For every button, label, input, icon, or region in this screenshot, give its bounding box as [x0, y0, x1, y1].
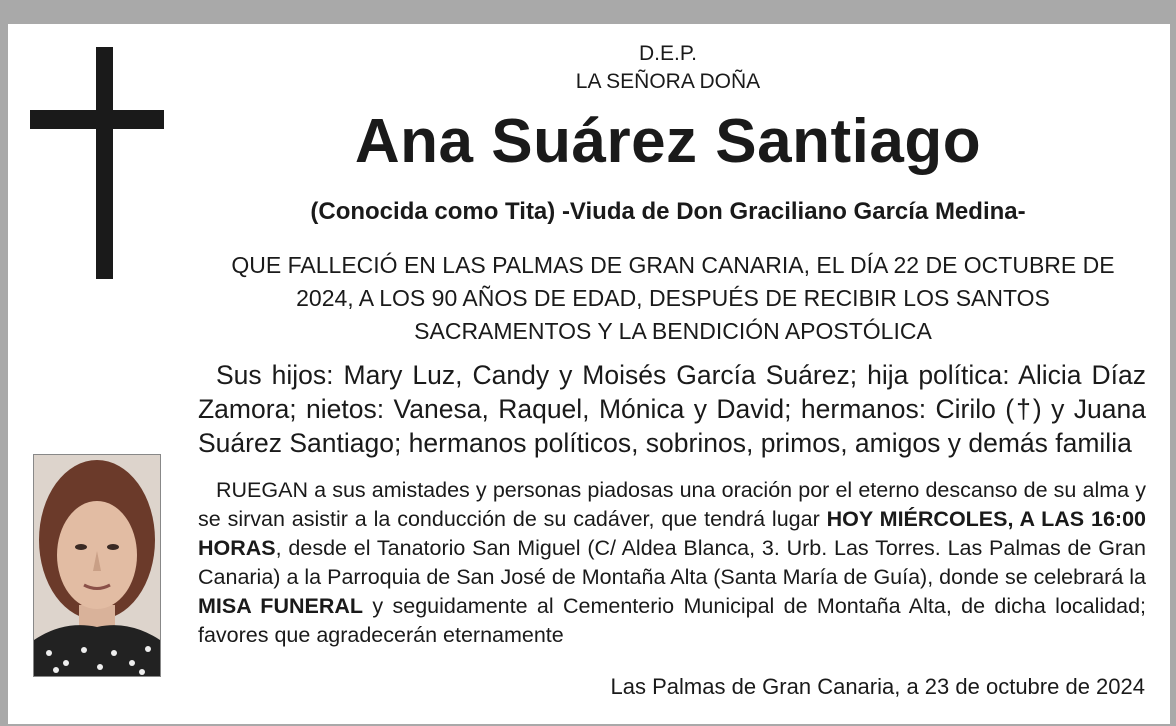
alias-line: (Conocida como Tita) -Viuda de Don Graciliano García Medina- — [310, 198, 1026, 225]
ruegan-bold-time: HOY MIÉRCOLES, A LAS 16:00 HORAS — [198, 507, 1146, 560]
death-notice: QUE FALLECIÓ EN LAS PALMAS DE GRAN CANARIA, EL DÍA 22 DE OCTUBRE DE 2024, A LOS 90 AÑOS DE EDAD, DESPUÉS DE RECIBIR LOS SANTOS SACRAMENTOS Y LA BENDICIÓN APOSTÓLICA — [231, 252, 1115, 344]
honorific: LA SEÑORA DOÑA — [575, 70, 761, 93]
cross-vertical-bar — [96, 47, 113, 279]
ruegan-bold-mass: MISA FUNERAL — [198, 594, 364, 618]
place-date-signature: Las Palmas de Gran Canaria, a 23 de octubre de 2024 — [610, 674, 1145, 699]
family-paragraph — [198, 358, 1146, 460]
dep-label: D.E.P. — [639, 42, 697, 65]
portrait-photo — [33, 454, 161, 677]
ruegan-paragraph — [198, 476, 1146, 650]
portrait-illustration — [34, 455, 160, 676]
obituary-card — [8, 24, 1170, 724]
ruegan-text-1: RUEGAN a sus amistades y personas piadosas una oración por el eterno descanso de su alma y se sirvan asistir a la conducción de su cadáver, que tendrá lugar — [198, 478, 1146, 531]
ruegan-text-3: y seguidamente al Cementerio Municipal de Montaña Alta, de dicha localidad; favores que agradecerán eternamente — [198, 594, 1147, 647]
deceased-name: Ana Suárez Santiago — [354, 107, 982, 176]
cross-horizontal-bar — [30, 110, 164, 129]
family-text: Sus hijos: Mary Luz, Candy y Moisés García Suárez; hija política: Alicia Díaz Zamora; nietos: Vanesa, Raquel, Mónica y David; hermanos: Cirilo (†) y Juana Suárez Santiago; hermanos políticos, sobrinos, primos, amigos y demás familia — [198, 360, 1146, 458]
ruegan-text-2: , desde el Tanatorio San Miguel (C/ Aldea Blanca, 3. Urb. Las Torres. Las Palmas de Gran Canaria) a la Parroquia de San José de Montaña Alta (Santa María de Guía), donde se celebrará la — [198, 536, 1146, 589]
